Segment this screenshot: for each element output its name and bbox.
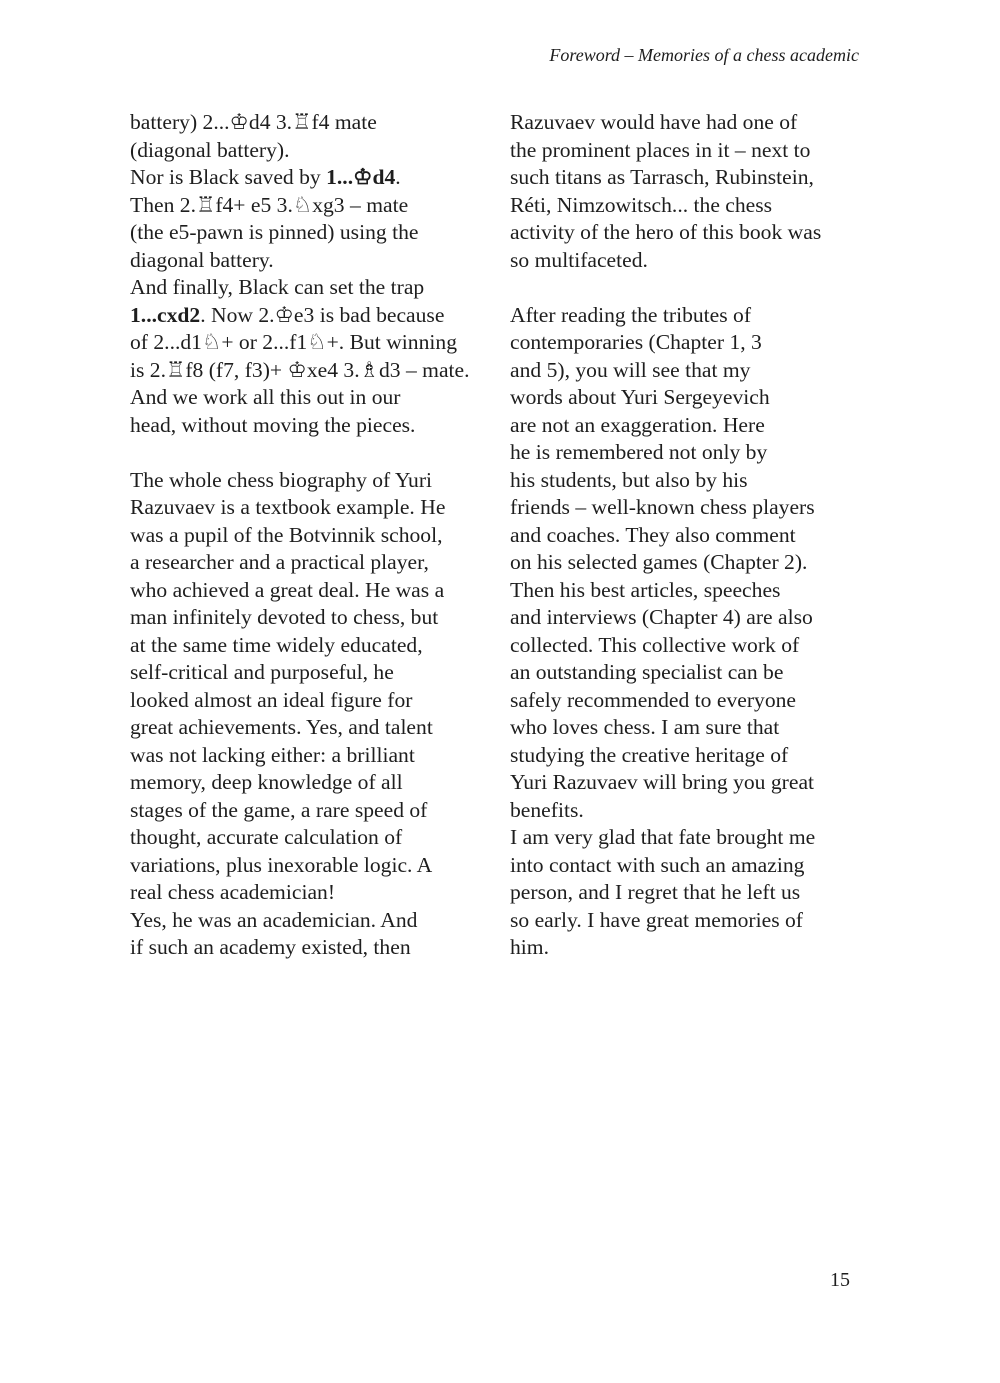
text-line: studying the creative heritage of — [510, 742, 789, 767]
text-line — [130, 164, 492, 192]
text-line: was a pupil of the Botvinnik school, — [130, 522, 443, 547]
text-line: And we work all this out in our — [130, 385, 401, 409]
text-line: man infinitely devoted to chess, but — [130, 605, 439, 629]
text-line: who achieved a great deal. He was a — [130, 577, 445, 602]
text-line: if such an academy existed, then — [130, 935, 411, 959]
text-line: I am very glad that fate brought me — [510, 825, 816, 849]
text-line: stages of the game, a rare speed of — [130, 797, 428, 822]
text-line: so early. I have great memories of — [510, 907, 803, 932]
text-run: . Now 2.♔e3 is bad because — [200, 302, 445, 327]
text-line: and interviews (Chapter 4) are also — [510, 605, 813, 629]
text-line: who loves chess. I am sure that — [510, 715, 780, 739]
text-line: safely recommended to everyone — [510, 687, 796, 712]
text-line — [130, 302, 492, 330]
running-header: Foreword – Memories of a chess academic — [549, 45, 859, 65]
text-line: is 2.♖f8 (f7, f3)+ ♔xe4 3.♗d3 – mate. — [130, 357, 470, 382]
text-line: the prominent places in it – next to — [510, 137, 811, 162]
text-line: thought, accurate calculation of — [130, 825, 403, 849]
text-line: benefits. — [510, 797, 584, 822]
text-line: variations, plus inexorable logic. A — [130, 852, 433, 877]
text-line: real chess academician! — [130, 880, 336, 904]
text-line: friends – well-known chess players — [510, 495, 815, 519]
right-column — [510, 109, 872, 962]
text-line: his students, but also by his — [510, 467, 748, 492]
text-line: at the same time widely educated, — [130, 632, 423, 657]
text-line: activity of the hero of this book was — [510, 220, 822, 244]
text-line: a researcher and a practical player, — [130, 550, 429, 574]
chess-move-bold: 1...cxd2 — [130, 302, 201, 327]
paragraph-gap — [130, 439, 492, 467]
text-line: Yes, he was an academician. And — [130, 907, 418, 932]
text-line: diagonal battery. — [130, 247, 274, 272]
text-line: Then his best articles, speeches — [510, 577, 781, 602]
text-line: into contact with such an amazing — [510, 852, 805, 877]
text-line: an outstanding specialist can be — [510, 660, 784, 684]
text-line: of 2...d1♘+ or 2...f1♘+. But winning — [130, 330, 457, 354]
text-line: looked almost an ideal figure for — [130, 687, 413, 712]
text-line: was not lacking either: a brilliant — [130, 742, 415, 767]
text-line: so multifaceted. — [510, 247, 648, 272]
text-line: Réti, Nimzowitsch... the chess — [510, 192, 773, 217]
text-line: Yuri Razuvaev will bring you great — [510, 770, 815, 794]
text-line: Razuvaev is a textbook example. He — [130, 495, 446, 519]
text-line: person, and I regret that he left us — [510, 880, 801, 904]
page-number: 15 — [830, 1269, 850, 1291]
text-line: collected. This collective work of — [510, 632, 800, 657]
text-line: self-critical and purposeful, he — [130, 660, 394, 684]
text-line: him. — [510, 935, 549, 959]
text-line: After reading the tributes of — [510, 302, 752, 327]
text-run: . — [395, 165, 401, 189]
text-line: The whole chess biography of Yuri — [130, 467, 433, 492]
text-line: And finally, Black can set the trap — [130, 275, 425, 299]
text-line: on his selected games (Chapter 2). — [510, 550, 808, 574]
chess-move-bold: 1...♔d4 — [326, 165, 396, 189]
text-line: are not an exaggeration. Here — [510, 412, 765, 437]
text-line: memory, deep knowledge of all — [130, 770, 403, 794]
text-line: such titans as Tarrasch, Rubinstein, — [510, 165, 814, 189]
text-line: (diagonal battery). — [130, 137, 290, 162]
text-line: he is remembered not only by — [510, 440, 768, 464]
text-line: contemporaries (Chapter 1, 3 — [510, 330, 762, 354]
text-line: (the e5-pawn is pinned) using the — [130, 220, 419, 244]
left-column — [130, 109, 492, 962]
text-line: Then 2.♖f4+ e5 3.♘xg3 – mate — [130, 192, 409, 217]
text-line: battery) 2...♔d4 3.♖f4 mate — [130, 110, 377, 134]
text-line: great achievements. Yes, and talent — [130, 715, 433, 739]
text-line: and coaches. They also comment — [510, 522, 796, 547]
text-run: Nor is Black saved by — [130, 165, 327, 189]
text-line: words about Yuri Sergeyevich — [510, 385, 770, 409]
text-line: head, without moving the pieces. — [130, 412, 416, 437]
text-line: Razuvaev would have had one of — [510, 110, 798, 134]
paragraph-gap — [510, 274, 872, 302]
text-line: and 5), you will see that my — [510, 357, 751, 382]
